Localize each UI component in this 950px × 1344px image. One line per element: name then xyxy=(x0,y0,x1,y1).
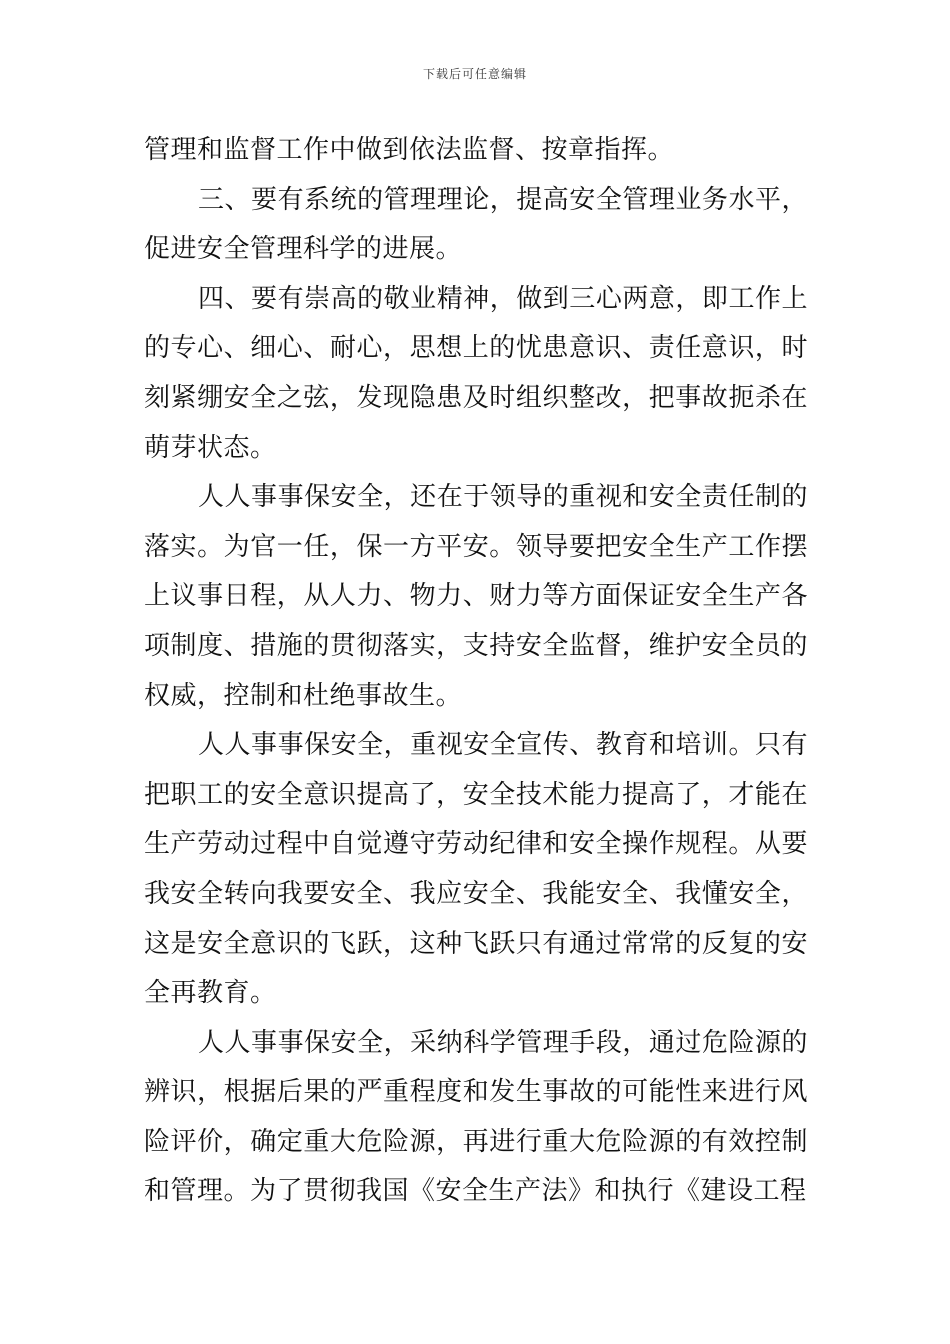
paragraph-3: 四、要有崇高的敬业精神，做到三心两意，即工作上的专心、细心、耐心，思想上的忧患意识、责任意识，时刻紧绷安全之弦，发现隐患及时组织整改，把事故扼杀在萌芽状态。 xyxy=(144,283,808,463)
paragraph-6: 人人事事保安全，采纳科学管理手段，通过危险源的辨识，根据后果的严重程度和发生事故的可能性来进行风险评价，确定重大危险源，再进行重大危险源的有效控制和管理。为了贯彻我国《安全生产法》和执行《建设工程 xyxy=(144,1027,808,1207)
paragraph-2: 三、要有系统的管理理论，提高安全管理业务水平，促进安全管理科学的进展。 xyxy=(144,184,808,265)
paragraph-1: 管理和监督工作中做到依法监督、按章指挥。 xyxy=(144,135,675,165)
document-body xyxy=(144,126,808,1217)
paragraph-4: 人人事事保安全，还在于领导的重视和安全责任制的落实。为官一任，保一方平安。领导要把安全生产工作摆上议事日程，从人力、物力、财力等方面保证安全生产各项制度、措施的贯彻落实，支持安全监督，维护安全员的权威，控制和杜绝事故生。 xyxy=(144,482,808,711)
paragraph-5: 人人事事保安全，重视安全宣传、教育和培训。只有把职工的安全意识提高了，安全技术能力提高了，才能在生产劳动过程中自觉遵守劳动纪律和安全操作规程。从要我安全转向我要安全、我应安全、我能安全、我懂安全，这是安全意识的飞跃，这种飞跃只有通过常常的反复的安全再教育。 xyxy=(144,730,808,1009)
header-note: 下载后可任意编辑 xyxy=(422,67,527,81)
